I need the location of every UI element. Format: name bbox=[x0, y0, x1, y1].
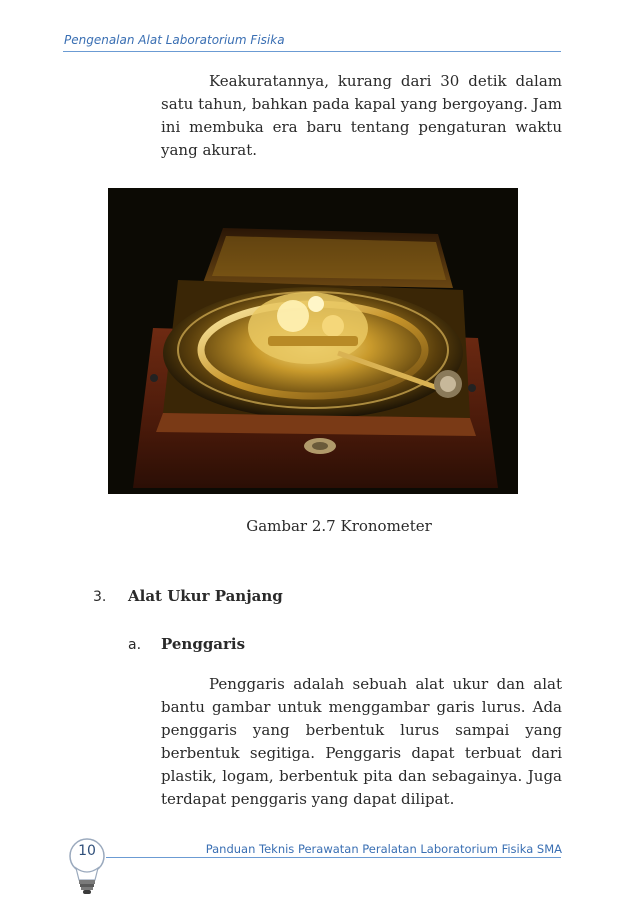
paragraph-penggaris bbox=[161, 673, 562, 811]
figure-caption-text: Gambar 2.7 Kronometer bbox=[246, 517, 432, 535]
running-header: Pengenalan Alat Laboratorium Fisika bbox=[64, 33, 285, 47]
figure-caption bbox=[0, 517, 638, 535]
page-number: 10 bbox=[78, 843, 96, 859]
section-number: 3. bbox=[93, 589, 107, 605]
subsection-title: Penggaris bbox=[161, 635, 246, 653]
paragraph-1-text: Keakuratannya, kurang dari 30 detik dalam satu tahun, bahkan pada kapal yang bergoyang. Jam ini membuka era baru tentang pengaturan waktu yang akurat. bbox=[161, 72, 562, 159]
footer-book-title: Panduan Teknis Perawatan Peralatan Laboratorium Fisika SMA bbox=[205, 842, 562, 856]
header-rule bbox=[63, 51, 561, 52]
chronometer-photo bbox=[108, 188, 518, 494]
section-title: Alat Ukur Panjang bbox=[128, 587, 283, 605]
paragraph-2-text: Penggaris adalah sebuah alat ukur dan alat bantu gambar untuk menggambar garis lurus. Ada penggaris yang berbentuk lurus sampai yang berbentuk segitiga. Penggaris dapat terbuat dari plastik, logam, berbentuk pita dan sebagainya. Juga terdapat penggaris yang dapat dilipat. bbox=[161, 675, 562, 808]
subsection-number: a. bbox=[128, 637, 142, 653]
paragraph-chronometer-accuracy bbox=[161, 70, 562, 162]
footer-rule bbox=[106, 857, 561, 858]
